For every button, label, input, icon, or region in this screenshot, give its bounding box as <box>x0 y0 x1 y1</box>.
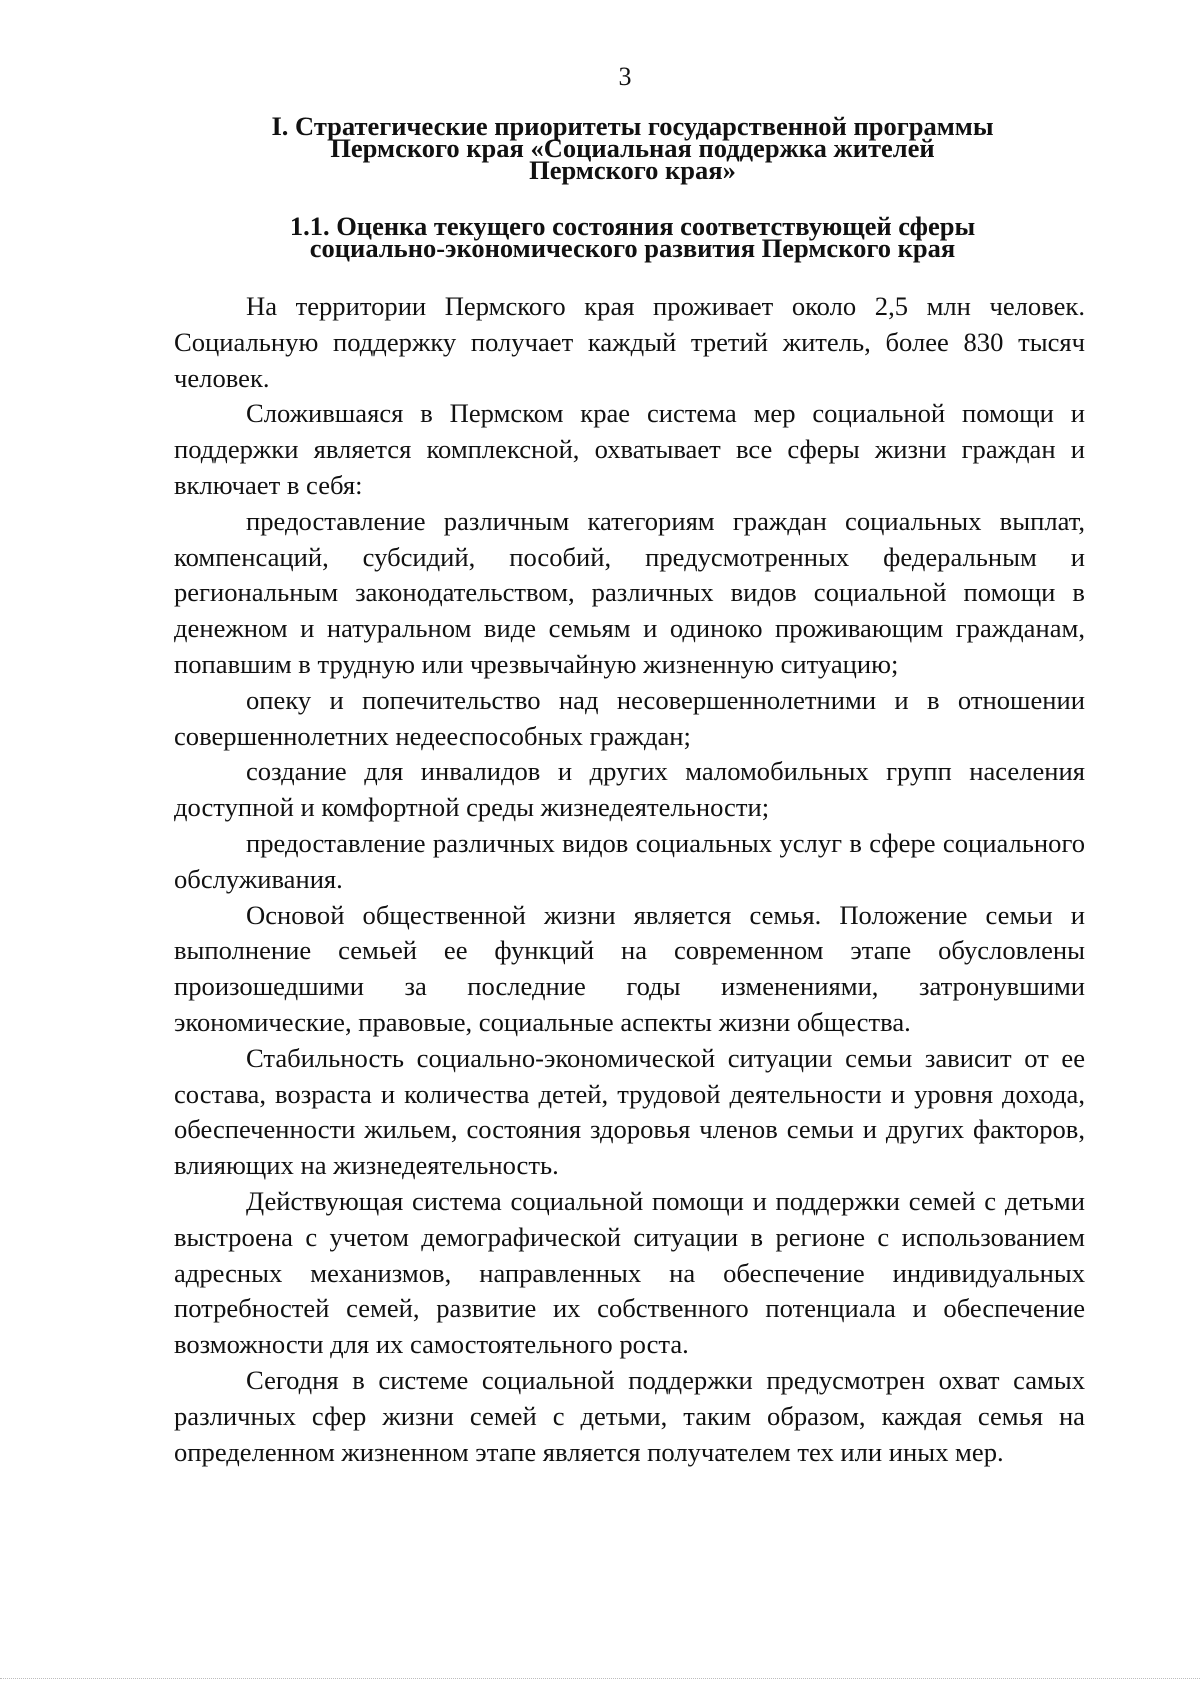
subsection-heading <box>180 211 1085 263</box>
scan-edge-line <box>0 1678 1200 1680</box>
paragraph: опеку и попечительство над несовершеннолетними и в отношении совершеннолетних недееспособных граждан; <box>174 684 1085 751</box>
paragraph: предоставление различным категориям граждан социальных выплат, компенсаций, субсидий, пособий, предусмотренных федеральным и региональным законодательством, различных видов социальной помощи в денежном и натуральном виде семьям и одиноко проживающим гражданам, попавшим в трудную или чрезвычайную жизненную ситуацию; <box>174 505 1085 679</box>
body-text <box>174 289 1085 1470</box>
paragraph: создание для инвалидов и других маломобильных групп населения доступной и комфортной среды жизнедеятельности; <box>174 756 1085 823</box>
section-heading <box>180 111 1085 185</box>
page-number: 3 <box>618 62 632 91</box>
paragraph: предоставление различных видов социальных услуг в сфере социального обслуживания. <box>174 827 1085 894</box>
paragraph: Сегодня в системе социальной поддержки предусмотрен охват самых различных сфер жизни семей с детьми, таким образом, каждая семья на определенном жизненном этапе является получателем тех или иных мер. <box>174 1364 1085 1467</box>
paragraph: Стабильность социально-экономической ситуации семьи зависит от ее состава, возраста и количества детей, трудовой деятельности и уровня дохода, обеспеченности жильем, состояния здоровья членов семьи и других факторов, влияющих на жизнедеятельность. <box>174 1042 1085 1181</box>
section-heading-line: I. Стратегические приоритеты государственной программы <box>271 111 994 141</box>
subsection-heading-line: социально-экономического развития Пермского края <box>309 233 956 263</box>
paragraph: Действующая система социальной помощи и поддержки семей с детьми выстроена с учетом демографической ситуации в регионе с использованием адресных механизмов, направленных на обеспечение индивидуальных потребностей семей, развитие их собственного потенциала и обеспечение возможности для их самостоятельного роста. <box>174 1185 1085 1360</box>
section-heading-line: Пермского края» <box>529 155 736 185</box>
section-heading-line: Пермского края «Социальная поддержка жителей <box>330 133 935 163</box>
paragraph: Сложившаяся в Пермском крае система мер социальной помощи и поддержки является комплексной, охватывает все сферы жизни граждан и включает в себя: <box>174 398 1085 500</box>
paragraph: Основой общественной жизни является семья. Положение семьи и выполнение семьей ее функций на современном этапе обусловлены произошедшими за последние годы изменениями, затронувшими экономические, правовые, социальные аспекты жизни общества. <box>174 899 1085 1037</box>
subsection-heading-line: 1.1. Оценка текущего состояния соответствующей сферы <box>289 211 976 241</box>
paragraph: На территории Пермского края проживает около 2,5 млн человек. Социальную поддержку получает каждый третий житель, более 830 тысяч человек. <box>174 291 1085 393</box>
